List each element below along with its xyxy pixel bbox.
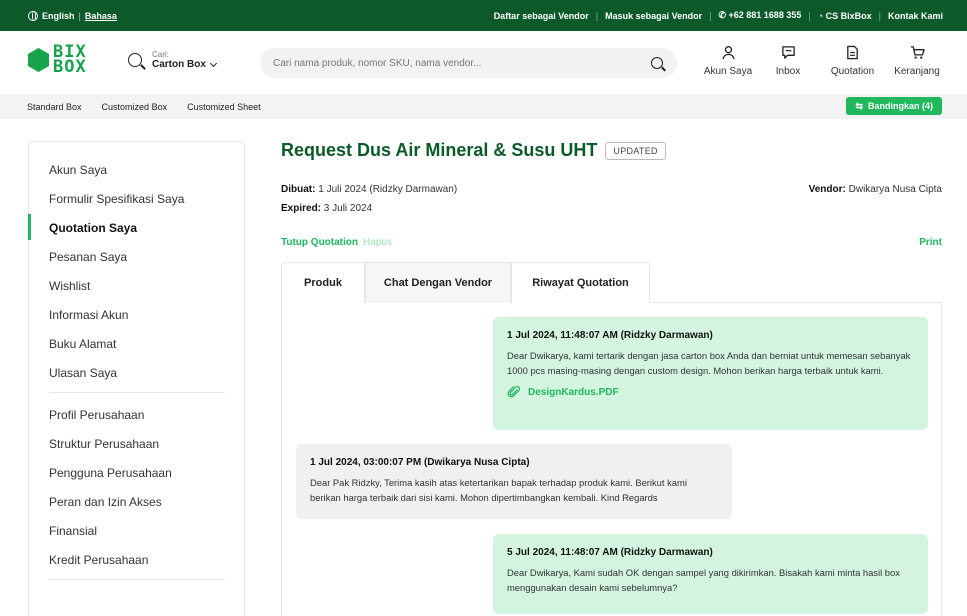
sidebar-item-informasi-akun[interactable]: Informasi Akun bbox=[49, 308, 129, 322]
top-links bbox=[487, 10, 943, 21]
hapus-link[interactable]: Hapus bbox=[363, 237, 392, 248]
logo[interactable] bbox=[28, 42, 87, 77]
lang-bahasa[interactable]: Bahasa bbox=[84, 10, 117, 21]
search-icon bbox=[128, 53, 142, 67]
akun-saya-label: Akun Saya bbox=[703, 66, 753, 77]
language-switcher bbox=[28, 11, 117, 21]
print-link[interactable]: Print bbox=[919, 237, 942, 248]
lang-english[interactable]: English bbox=[42, 10, 75, 21]
cari-value: Carton Box bbox=[152, 59, 206, 70]
sidebar-item-peran[interactable]: Peran dan Izin Akses bbox=[49, 495, 162, 509]
search-input[interactable] bbox=[273, 58, 573, 69]
sidebar-item-buku-alamat[interactable]: Buku Alamat bbox=[49, 337, 117, 351]
divider: | bbox=[595, 10, 599, 21]
chat-message bbox=[493, 534, 928, 614]
page-title: Request Dus Air Mineral & Susu UHT bbox=[281, 140, 598, 160]
message-header: 1 Jul 2024, 03:00:07 PM (Dwikarya Nusa Cipta) bbox=[310, 457, 530, 468]
masuk-vendor-link[interactable]: Masuk sebagai Vendor bbox=[605, 10, 703, 21]
cat-customized-sheet[interactable]: Customized Sheet bbox=[187, 101, 261, 112]
logo-line2: BOX bbox=[53, 57, 87, 77]
compare-icon: ⇆ bbox=[855, 100, 863, 111]
top-bar bbox=[0, 0, 967, 31]
bandingkan-button[interactable] bbox=[846, 97, 942, 115]
search-bar bbox=[260, 48, 677, 78]
tab-riwayat[interactable]: Riwayat Quotation bbox=[511, 262, 650, 303]
sidebar-item-formulir[interactable]: Formulir Spesifikasi Saya bbox=[49, 192, 185, 206]
inbox-label: Inbox bbox=[775, 66, 801, 77]
sidebar-item-struktur[interactable]: Struktur Perusahaan bbox=[49, 437, 160, 451]
sidebar-item-wishlist[interactable]: Wishlist bbox=[49, 279, 91, 293]
attachment-link[interactable] bbox=[507, 385, 914, 399]
sidebar-item-quotation[interactable]: Quotation Saya bbox=[49, 221, 138, 235]
phone-number: +62 881 1688 355 bbox=[728, 10, 802, 20]
quotation-label: Quotation bbox=[830, 66, 875, 77]
logo-line1: BIX bbox=[53, 42, 87, 62]
bandingkan-label: Bandingkan (4) bbox=[867, 101, 933, 111]
message-body: Dear Dwikarya, Kami sudah OK dengan sampel yang dikirimkan. Bisakah kami minta hasil box menggunakan desain kami sebelumnya? bbox=[507, 567, 900, 593]
message-header: 1 Jul 2024, 11:48:07 AM (Ridzky Darmawan) bbox=[507, 330, 713, 341]
chat-panel bbox=[281, 302, 942, 616]
cart-icon bbox=[910, 45, 925, 60]
sidebar-item-kredit[interactable]: Kredit Perusahaan bbox=[49, 553, 149, 567]
dibuat-value: 1 Juli 2024 (Ridzky Darmawan) bbox=[318, 184, 458, 195]
chevron-down-icon bbox=[210, 59, 217, 66]
cari-value-wrap bbox=[152, 59, 216, 70]
vendor-info bbox=[809, 184, 942, 195]
divider: | bbox=[878, 10, 881, 21]
document-icon bbox=[845, 45, 860, 60]
keranjang-button[interactable] bbox=[893, 45, 941, 77]
vendor-label: Vendor: bbox=[808, 184, 846, 195]
quotation-button[interactable] bbox=[825, 45, 880, 77]
expired-label: Expired: bbox=[281, 203, 322, 214]
message-header: 5 Jul 2024, 11:48:07 AM (Ridzky Darmawan) bbox=[507, 547, 713, 558]
attachment-name: DesignKardus.PDF bbox=[528, 386, 619, 398]
search-icon[interactable] bbox=[651, 57, 663, 69]
globe-icon bbox=[28, 11, 38, 21]
sidebar-divider bbox=[49, 392, 225, 393]
sidebar-item-profil-perusahaan[interactable]: Profil Perusahaan bbox=[49, 408, 145, 422]
panel-border bbox=[650, 302, 941, 303]
cat-standard-box[interactable]: Standard Box bbox=[27, 101, 82, 112]
phone-icon: ✆ bbox=[718, 10, 729, 20]
sidebar-item-pengguna[interactable]: Pengguna Perusahaan bbox=[49, 466, 172, 480]
inbox-icon bbox=[781, 45, 796, 60]
message-body: Dear Pak Ridzky, Terima kasih atas ketertarikan bapak terhadap produk kami. Berikut kami berikan harga terbaik dari sisi kami. Mohon dipertimbangkan kembali. Kind Regards bbox=[310, 477, 687, 503]
sidebar-item-akun-saya[interactable]: Akun Saya bbox=[49, 163, 108, 177]
logo-wordmark bbox=[53, 42, 87, 77]
chat-message bbox=[493, 317, 928, 430]
inbox-button[interactable] bbox=[771, 45, 805, 77]
user-icon bbox=[721, 45, 736, 60]
account-sidebar bbox=[28, 141, 245, 616]
daftar-vendor-link[interactable]: Daftar sebagai Vendor bbox=[493, 10, 589, 21]
cs-link[interactable] bbox=[811, 11, 879, 21]
expired-info bbox=[281, 203, 372, 214]
category-selector[interactable] bbox=[128, 50, 216, 70]
tab-produk[interactable]: Produk bbox=[281, 262, 365, 303]
whatsapp-icon: ◔ bbox=[817, 10, 826, 21]
vendor-value: Dwikarya Nusa Cipta bbox=[848, 184, 942, 195]
divider: | bbox=[709, 10, 712, 21]
dibuat-label: Dibuat: bbox=[281, 184, 316, 195]
cs-label: CS BixBox bbox=[825, 10, 872, 21]
quotation-title-row bbox=[281, 140, 666, 161]
category-bar bbox=[0, 94, 967, 119]
tab-chat-vendor[interactable]: Chat Dengan Vendor bbox=[365, 262, 511, 303]
dibuat-info bbox=[281, 184, 457, 195]
divider: | bbox=[808, 10, 811, 21]
cat-customized-box[interactable]: Customized Box bbox=[101, 101, 168, 112]
sidebar-item-ulasan[interactable]: Ulasan Saya bbox=[49, 366, 118, 380]
expired-value: 3 Juli 2024 bbox=[323, 203, 373, 214]
sidebar-item-finansial[interactable]: Finansial bbox=[49, 524, 98, 538]
tutup-quotation-link[interactable]: Tutup Quotation bbox=[281, 237, 359, 248]
kontak-link[interactable]: Kontak Kami bbox=[887, 10, 943, 21]
status-badge: UPDATED bbox=[605, 142, 665, 160]
header bbox=[0, 31, 967, 94]
sidebar-divider bbox=[49, 579, 225, 580]
active-indicator bbox=[28, 214, 31, 240]
chat-message bbox=[296, 444, 732, 519]
phone-link[interactable] bbox=[711, 10, 811, 21]
logo-cube-icon bbox=[28, 48, 49, 72]
akun-saya-button[interactable] bbox=[703, 45, 753, 77]
paperclip-icon bbox=[507, 385, 521, 399]
sidebar-item-pesanan[interactable]: Pesanan Saya bbox=[49, 250, 128, 264]
header-icons bbox=[703, 45, 941, 77]
message-body: Dear Dwikarya, kami tertarik dengan jasa carton box Anda dan berniat untuk memesan sebanyak 1000 pcs masing-masing dengan custom design. Mohon berikan harga terbaik untuk kami. bbox=[507, 350, 911, 376]
quotation-tabs bbox=[281, 262, 650, 303]
quotation-actions bbox=[281, 237, 392, 248]
lang-separator: | bbox=[78, 10, 81, 21]
keranjang-label: Keranjang bbox=[894, 66, 940, 77]
cari-label: Cari: bbox=[152, 50, 169, 59]
